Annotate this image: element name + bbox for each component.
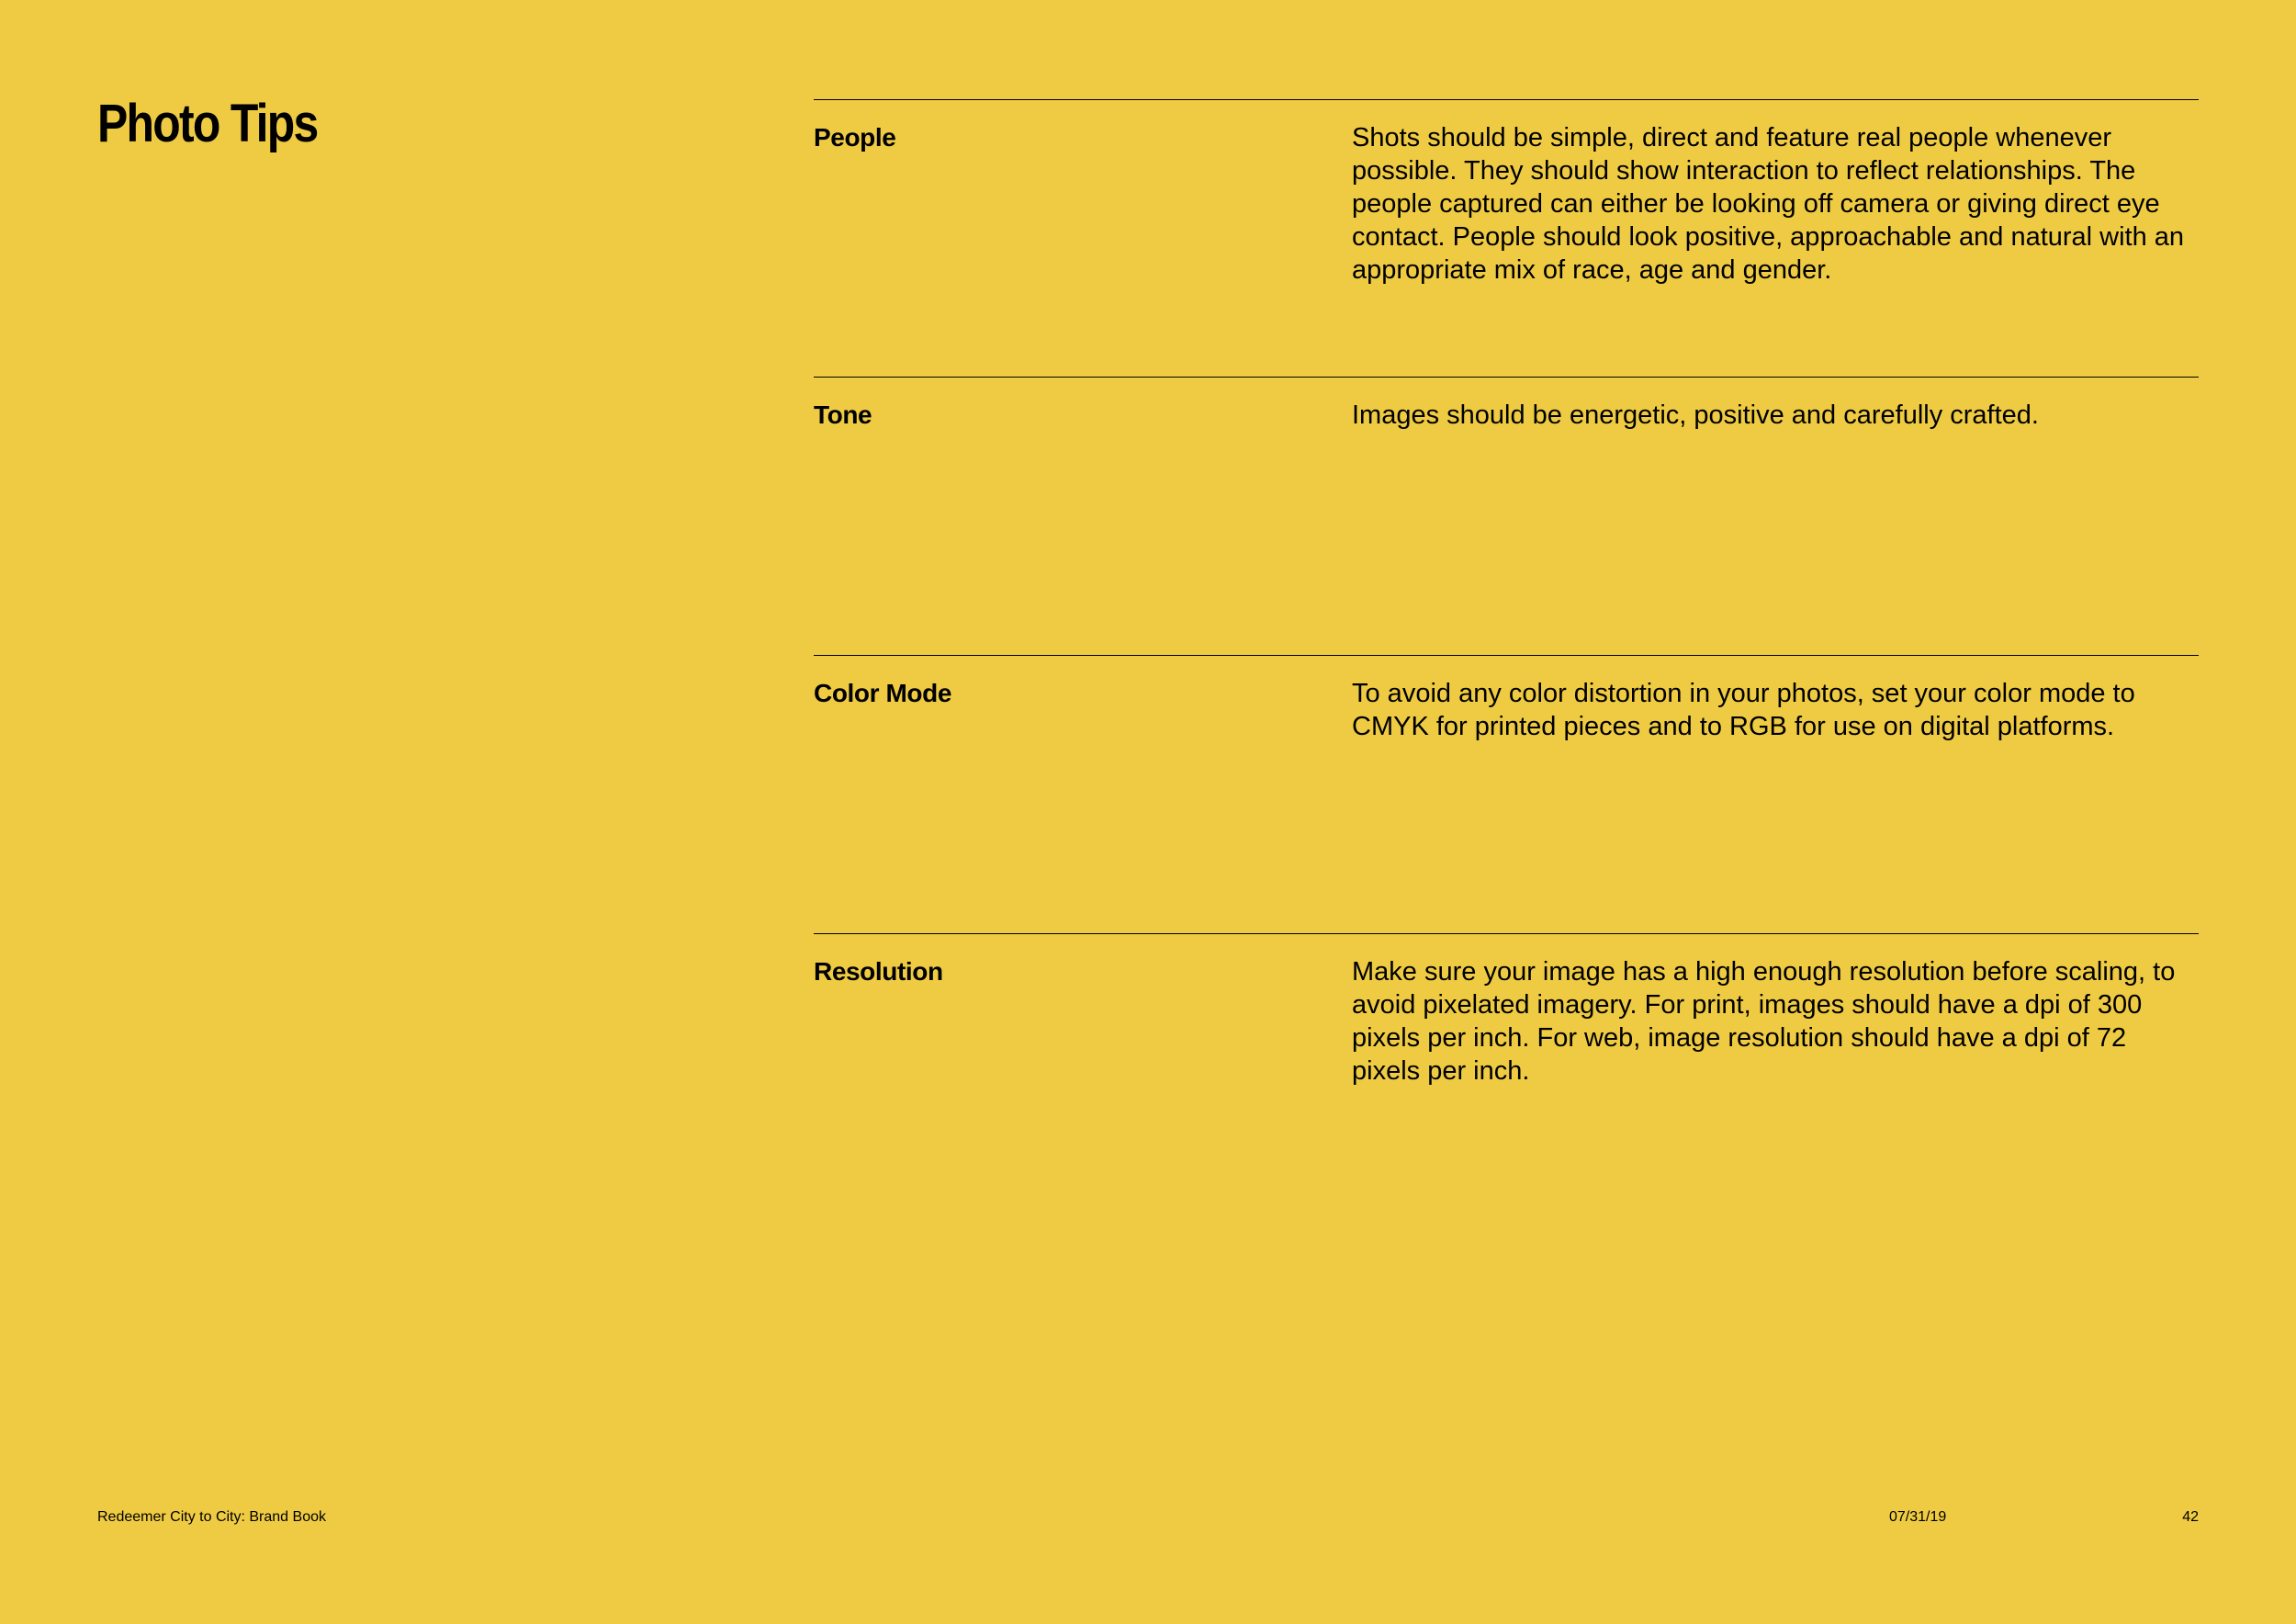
- tip-row-people: [814, 99, 2199, 378]
- tip-text-tone: Images should be energetic, positive and carefully crafted.: [1352, 400, 2039, 430]
- tip-row-resolution: [814, 933, 2199, 1212]
- tip-label-tone: Tone: [814, 400, 872, 429]
- page-title: Photo Tips: [97, 94, 318, 153]
- footer-page-number: 42: [2182, 1509, 2199, 1525]
- tip-text-people: Shots should be simple, direct and feature real people whenever possible. They should show interaction to reflect relationships. The people captured can either be looking off camera or giving direct eye contact. People should look positive, approachable and natural with an appropriate mix of race, age and gender.: [1352, 123, 2185, 285]
- tip-row-tone: [814, 377, 2199, 656]
- tip-text-color-mode: To avoid any color distortion in your photos, set your color mode to CMYK for printed pieces and to RGB for use on digital platforms.: [1352, 679, 2135, 741]
- tip-label-people: People: [814, 123, 896, 152]
- tip-label-resolution: Resolution: [814, 957, 943, 986]
- tip-label-color-mode: Color Mode: [814, 679, 951, 707]
- tip-row-color-mode: [814, 655, 2199, 934]
- footer-document-name: Redeemer City to City: Brand Book: [97, 1509, 326, 1525]
- tip-text-resolution: Make sure your image has a high enough resolution before scaling, to avoid pixelated imagery. For print, images should have a dpi of 300 pixels per inch. For web, image resolution should have a dpi of 72 pixels per inch.: [1352, 957, 2176, 1086]
- footer-date: 07/31/19: [1889, 1509, 1947, 1525]
